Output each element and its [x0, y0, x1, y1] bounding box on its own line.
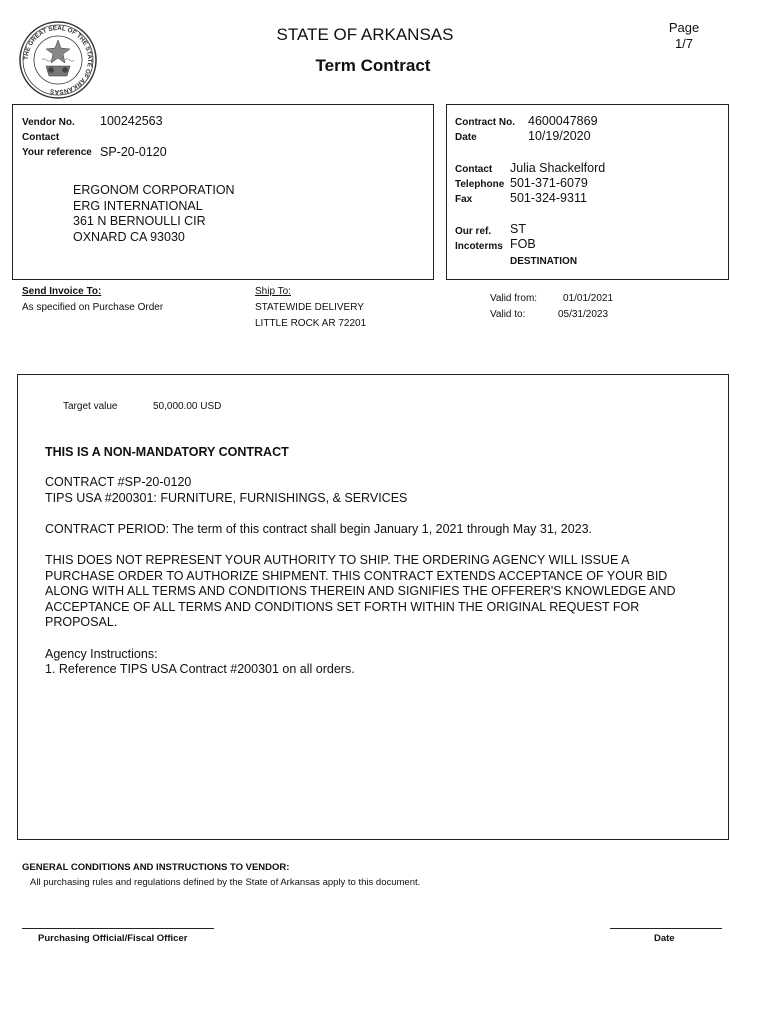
ship-to-line: STATEWIDE DELIVERY	[255, 302, 364, 313]
notice-line: PURCHASE ORDER TO AUTHORIZE SHIPMENT. THIS CONTRACT EXTENDS ACCEPTANCE OF YOUR BID	[45, 569, 668, 583]
your-reference: SP-20-0120	[100, 145, 167, 159]
state-contact-label: Contact	[455, 164, 493, 175]
contract-no: 4600047869	[528, 114, 598, 128]
telephone-label: Telephone	[455, 179, 505, 190]
telephone: 501-371-6079	[510, 176, 588, 190]
ship-to-line: LITTLE ROCK AR 72201	[255, 318, 367, 329]
page-label: Page	[668, 20, 700, 35]
contract-date: 10/19/2020	[528, 129, 591, 143]
target-value-label: Target value	[63, 401, 118, 412]
valid-to-label: Valid to:	[490, 309, 526, 320]
notice-line: ALONG WITH ALL TERMS AND CONDITIONS THEREIN AND SIGNIFIES THE OFFERER'S KNOWLEDGE AND	[45, 584, 676, 598]
svg-text:THE GREAT SEAL OF THE STATE OF: THE GREAT SEAL OF THE STATE OF ARKANSAS	[22, 24, 94, 96]
incoterms-detail: DESTINATION	[510, 256, 578, 267]
vendor-no-label: Vendor No.	[22, 117, 75, 128]
general-conditions-title: GENERAL CONDITIONS AND INSTRUCTIONS TO VENDOR:	[22, 862, 290, 873]
fax-label: Fax	[455, 194, 473, 205]
contract-no-label: Contract No.	[455, 117, 515, 128]
target-value: 50,000.00 USD	[153, 401, 222, 412]
incoterms-label: Incoterms	[455, 241, 503, 252]
contract-period: CONTRACT PERIOD: The term of this contract shall begin January 1, 2021 through May 31, 2023.	[45, 522, 593, 536]
our-ref-label: Our ref.	[455, 226, 492, 237]
tips-line: TIPS USA #200301: FURNITURE, FURNISHINGS, & SERVICES	[45, 491, 408, 505]
valid-from-label: Valid from:	[490, 293, 538, 304]
document-title: STATE OF ARKANSAS	[276, 25, 454, 44]
vendor-no: 100242563	[100, 114, 163, 128]
notice-line: ACCEPTANCE OF ALL TERMS AND CONDITIONS SET FORTH WITHIN THE ORIGINAL REQUEST FOR	[45, 600, 640, 614]
your-reference-label: Your reference	[22, 147, 92, 158]
valid-from: 01/01/2021	[563, 293, 614, 304]
official-signature-line	[22, 928, 214, 929]
contract-date-label: Date	[455, 132, 477, 143]
vendor-address-line: OXNARD CA 93030	[73, 230, 185, 244]
vendor-address-line: ERGONOM CORPORATION	[73, 183, 235, 197]
date-signature-line	[610, 928, 722, 929]
official-label: Purchasing Official/Fiscal Officer	[38, 933, 188, 944]
send-invoice-value: As specified on Purchase Order	[22, 302, 164, 313]
vendor-address-line: ERG INTERNATIONAL	[73, 199, 203, 213]
agency-instructions: 1. Reference TIPS USA Contract #200301 on all orders.	[45, 662, 355, 676]
send-invoice-label: Send Invoice To:	[22, 286, 102, 297]
our-ref: ST	[510, 222, 526, 236]
notice-line: PROPOSAL.	[45, 615, 118, 629]
ship-to-label: Ship To:	[255, 286, 291, 297]
state-contact: Julia Shackelford	[510, 161, 606, 175]
valid-to: 05/31/2023	[558, 309, 609, 320]
notice-line: THIS DOES NOT REPRESENT YOUR AUTHORITY TO SHIP. THE ORDERING AGENCY WILL ISSUE A	[45, 553, 630, 567]
document-subtitle: Term Contract	[315, 56, 431, 75]
contract-reference: CONTRACT #SP-20-0120	[45, 475, 192, 489]
incoterms: FOB	[510, 237, 536, 251]
page-number: 1/7	[674, 36, 694, 51]
general-conditions-text: All purchasing rules and regulations defined by the State of Arkansas apply to this document.	[30, 877, 421, 888]
agency-instructions-title: Agency Instructions:	[45, 647, 158, 661]
vendor-contact-label: Contact	[22, 132, 60, 143]
date-label: Date	[654, 933, 675, 944]
fax: 501-324-9311	[510, 191, 587, 205]
contract-heading: THIS IS A NON-MANDATORY CONTRACT	[45, 445, 289, 459]
vendor-address-line: 361 N BERNOULLI CIR	[73, 214, 206, 228]
